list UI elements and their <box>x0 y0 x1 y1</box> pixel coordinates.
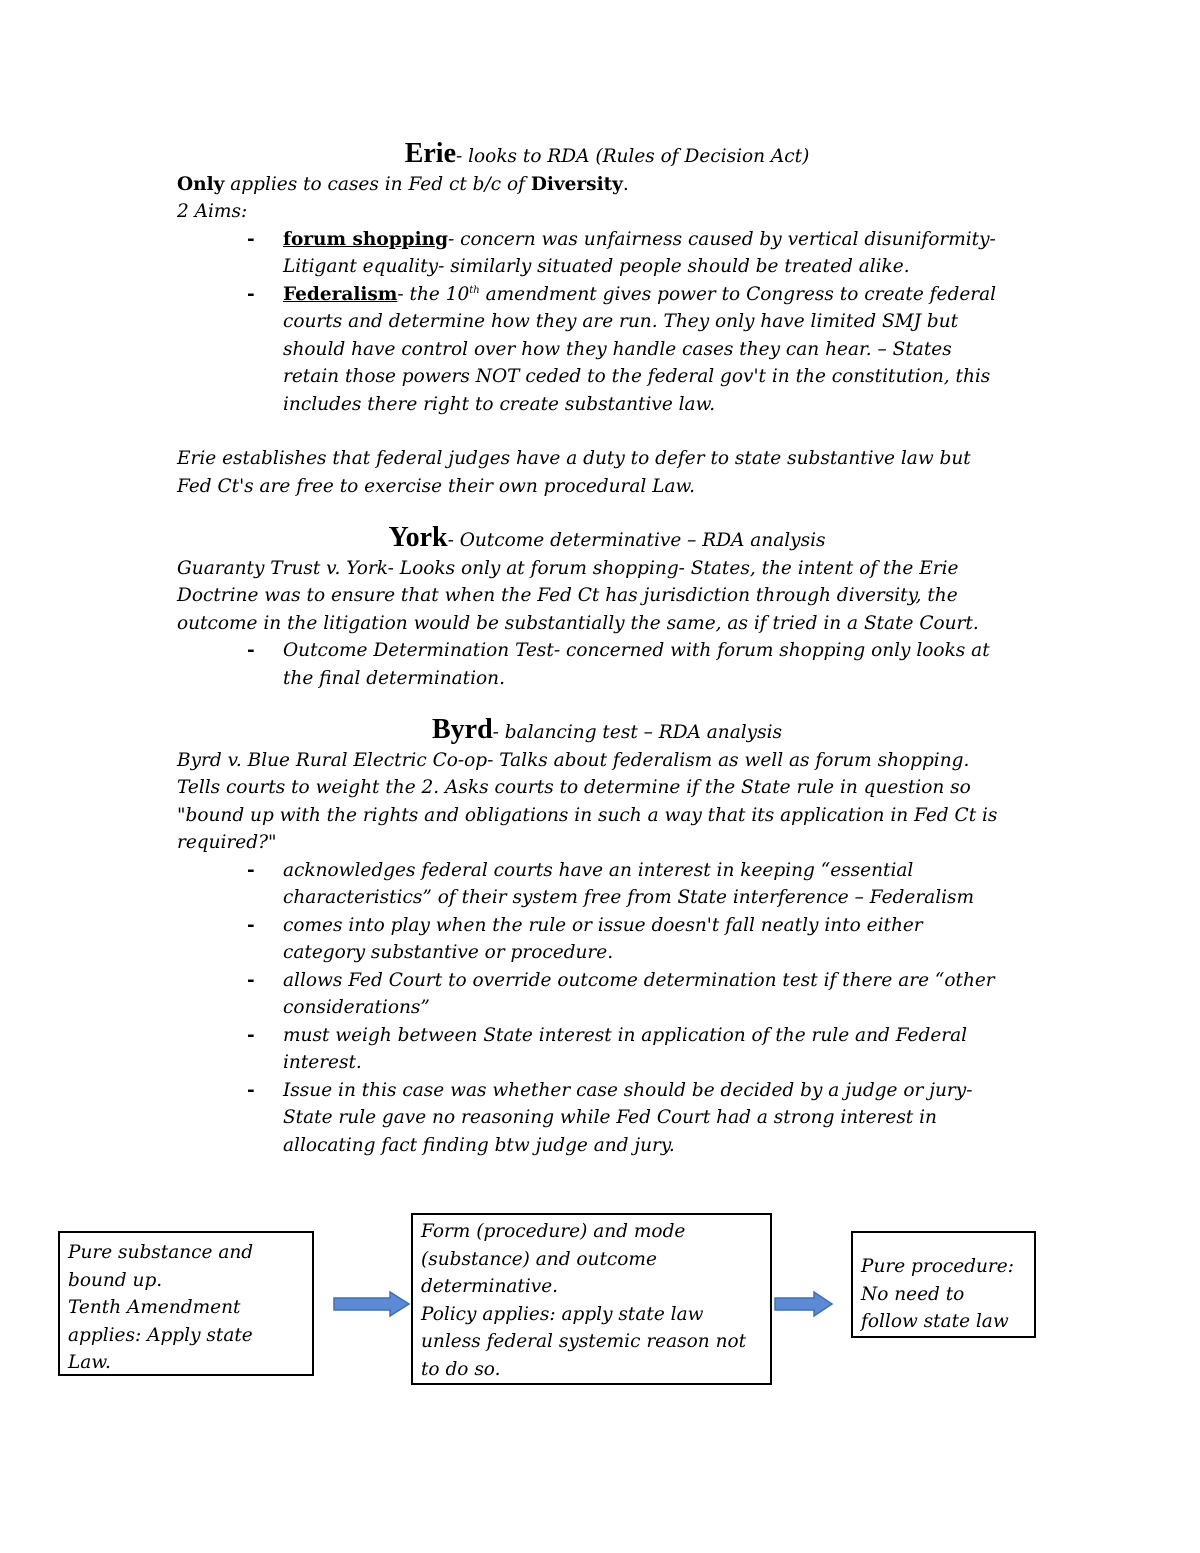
aims-label: 2 Aims: <box>177 201 248 222</box>
erie-summary-line: Fed Ct's are free to exercise their own procedural Law. <box>177 475 696 497</box>
byrd-heading <box>177 716 1037 747</box>
list-item: - allows Fed Court to override outcome determination test if there are “other considerations” <box>177 967 1037 1022</box>
york-title: York <box>388 522 448 553</box>
york-heading <box>177 524 1037 555</box>
list-item: - acknowledges federal courts have an interest in keeping “essential characteristics” of their system free from State interference – Federalism <box>177 857 1037 912</box>
document-page <box>177 140 1037 1159</box>
byrd-line: required?" <box>177 832 277 853</box>
list-item: - comes into play when the rule or issue doesn't fall neatly into either category substantive or procedure. <box>177 912 1037 967</box>
york-bullets <box>177 637 1037 692</box>
list-item: - Federalism- the 10th amendment gives power to Congress to create federal courts and determine how they are run. They only have limited SMJ but should have control over how they handle cases they can hear. – States retain those powers NOT ceded to the federal gov't in the constitution, this includes there right to create substantive law. <box>177 281 1037 419</box>
erie-heading <box>177 140 1037 171</box>
york-line: Doctrine was to ensure that when the Fed Ct has jurisdiction through diversity, the <box>177 585 958 606</box>
arrow-shape <box>775 1292 832 1316</box>
byrd-title: Byrd <box>431 714 493 745</box>
byrd-bullets <box>177 857 1037 1160</box>
erie-summary-line: Erie establishes that federal judges have a duty to defer to state substantive law but <box>177 448 971 469</box>
york-subtitle: - Outcome determinative – RDA analysis <box>447 530 826 551</box>
erie-scope-line: Only applies to cases in Fed ct b/c of Diversity. <box>177 173 629 195</box>
list-item: - must weigh between State interest in application of the rule and Federal interest. <box>177 1022 1037 1077</box>
erie-aims-list <box>177 226 1037 419</box>
form-mode-box: Form (procedure) and mode (substance) and outcome determinative. Policy applies: apply state law unless federal systemic reason not to do so. <box>411 1213 772 1385</box>
arrow-shape <box>334 1292 409 1316</box>
pure-procedure-box: Pure procedure: No need to follow state law <box>851 1231 1036 1338</box>
right-arrow-icon <box>773 1290 835 1318</box>
byrd-line: "bound up with the rights and obligations in such a way that its application in Fed Ct is <box>177 804 998 826</box>
byrd-line: Tells courts to weight the 2. Asks courts to determine if the State rule in question so <box>177 777 971 798</box>
list-item: - Outcome Determination Test- concerned with forum shopping only looks at the final determination. <box>177 637 1037 692</box>
pure-substance-box: Pure substance and bound up. Tenth Amendment applies: Apply state Law. <box>58 1231 314 1376</box>
erie-subtitle: - looks to RDA (Rules of Decision Act) <box>456 146 810 167</box>
byrd-line: Byrd v. Blue Rural Electric Co-op- Talks about federalism as well as forum shopping. <box>177 749 970 771</box>
list-item: - Issue in this case was whether case should be decided by a judge or jury- State rule gave no reasoning while Fed Court had a strong interest in allocating fact finding btw judge and jury. <box>177 1077 1037 1160</box>
york-line: outcome in the litigation would be substantially the same, as if tried in a State Court. <box>177 612 979 634</box>
only-label: Only <box>177 173 225 195</box>
list-item: - forum shopping- concern was unfairness caused by vertical disuniformity- Litigant equality- similarly situated people should be treated alike. <box>177 226 1037 281</box>
byrd-subtitle: - balancing test – RDA analysis <box>492 722 783 743</box>
york-line: Guaranty Trust v. York- Looks only at forum shopping- States, the intent of the Erie <box>177 557 959 579</box>
erie-title: Erie <box>404 138 456 169</box>
right-arrow-icon <box>332 1290 412 1318</box>
